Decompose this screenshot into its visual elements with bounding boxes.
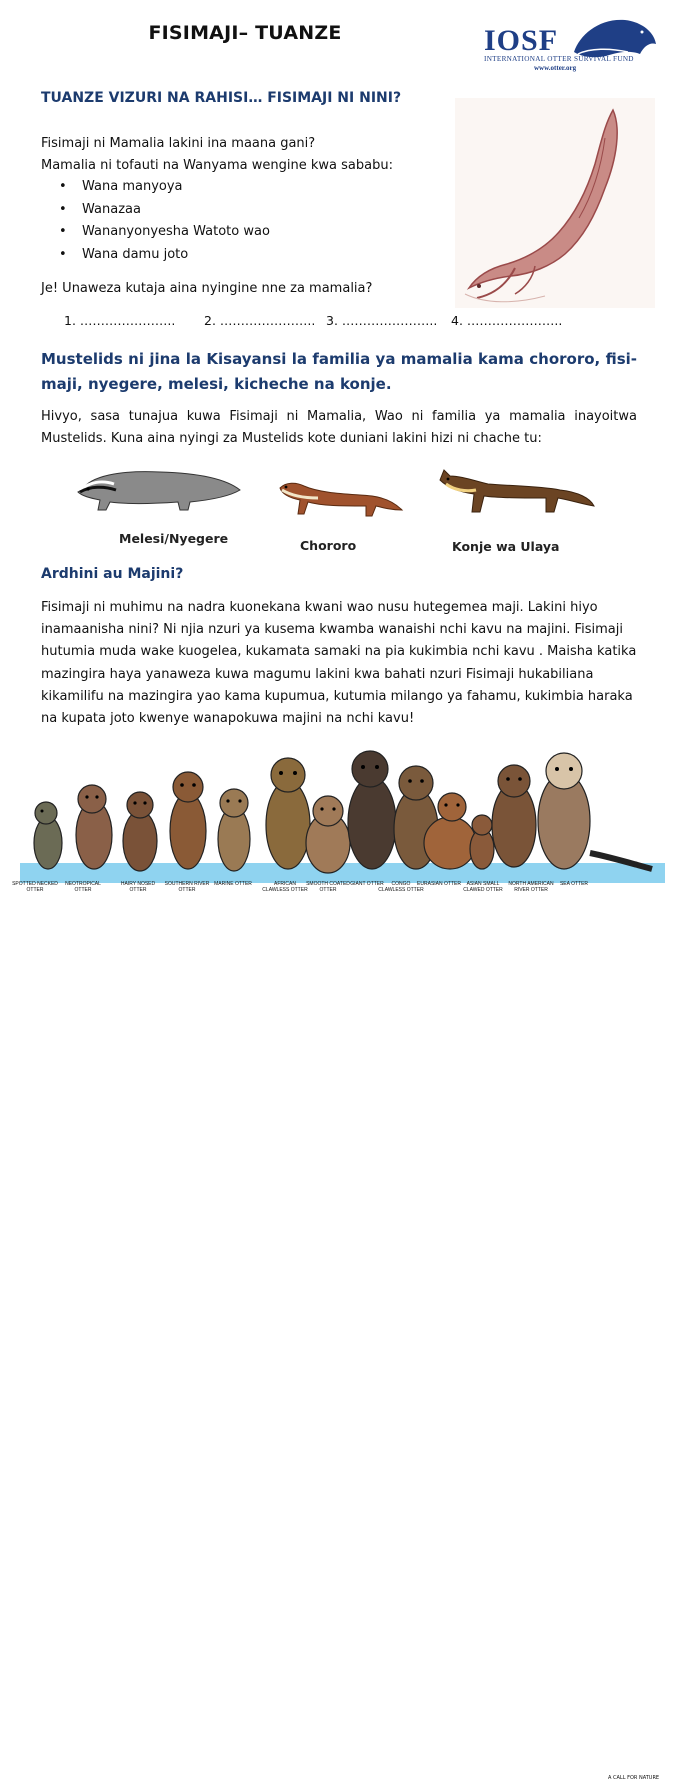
- swimming-otter-sketch: [455, 98, 655, 308]
- species-label: AFRICAN CLAWLESS OTTER: [262, 881, 308, 893]
- habitat-heading: Ardhini au Majini?: [41, 566, 184, 582]
- pine-marten-illustration: [432, 462, 597, 517]
- otter-species-labels: [0, 881, 678, 1781]
- species-label: CONGO CLAWLESS OTTER: [378, 881, 424, 893]
- species-label: ASIAN SMALL CLAWED OTTER: [463, 881, 503, 893]
- answer-blank-2[interactable]: 2. …………………..: [204, 313, 316, 328]
- iosf-logo: [470, 14, 660, 74]
- intro-line-2: Mamalia ni tofauti na Wanyama wengine kwa sababu:: [41, 158, 393, 173]
- species-label: SEA OTTER: [559, 881, 589, 887]
- species-label: NEOTROPICAL OTTER: [65, 881, 101, 893]
- list-item: • Wanazaa: [41, 199, 270, 222]
- logo-url[interactable]: www.otter.org: [534, 64, 577, 72]
- list-item: • Wana damu joto: [41, 244, 270, 267]
- species-label: GIANT OTTER: [350, 881, 384, 887]
- answer-blank-1[interactable]: 1. …………………..: [64, 313, 176, 328]
- animal-caption-badger: Melesi/Nyegere: [119, 531, 229, 546]
- otter-species-illustration: [20, 745, 665, 885]
- species-label: HAIRY NOSED OTTER: [120, 881, 156, 893]
- mammal-traits-list: [41, 176, 270, 266]
- intro-line-1: Fisimaji ni Mamalia lakini ina maana gani?: [41, 136, 316, 151]
- logo-name: IOSF: [484, 24, 559, 57]
- otter-logo-icon: [570, 14, 660, 60]
- answer-blank-3[interactable]: 3. …………………..: [326, 313, 438, 328]
- species-label: SPOTTED NECKED OTTER: [12, 881, 58, 893]
- species-label: SMOOTH COATED OTTER: [306, 881, 350, 893]
- species-label: MARINE OTTER: [214, 881, 252, 887]
- list-item: • Wananyonyesha Watoto wao: [41, 221, 270, 244]
- footer-credit: A CALL FOR NATURE: [608, 1775, 660, 1781]
- logo-subtitle: INTERNATIONAL OTTER SURVIVAL FUND: [484, 55, 634, 63]
- intro-question: Je! Unaweza kutaja aina nyingine nne za mamalia?: [41, 281, 373, 296]
- species-label: NORTH AMERICAN RIVER OTTER: [508, 881, 554, 893]
- intro-heading: TUANZE VIZURI NA RAHISI… FISIMAJI NI NINI?: [41, 90, 402, 106]
- mustelids-paragraph: Hivyo, sasa tunajua kuwa Fisimaji ni Mamalia, Wao ni familia ya mamalia inayoitwa Mustelids. Kuna aina nyingi za Mustelids kote duniani lakini hizi ni chache tu:: [41, 409, 637, 446]
- animal-caption-marten: Konje wa Ulaya: [452, 539, 560, 554]
- list-item: • Wana manyoya: [41, 176, 270, 199]
- species-label: SOUTHERN RIVER OTTER: [164, 881, 210, 893]
- animal-caption-weasel: Chororo: [300, 538, 357, 553]
- page-title: FISIMAJI– TUANZE: [148, 22, 342, 44]
- badger-illustration: [70, 462, 245, 512]
- weasel-illustration: [272, 470, 407, 520]
- species-label: EURASIAN OTTER: [417, 881, 461, 887]
- habitat-paragraph: Fisimaji ni muhimu na nadra kuonekana kwani wao nusu hutegemea maji. Lakini hiyo inamaanisha nini? Ni njia nzuri ya kusema kwamba wanaishi nchi kavu na majini. Fisimaji hutumia muda wake kuogelea, kukamata samaki na pia kukimbia nchi kavu . Maisha katika mazingira haya yanaweza kuwa magumu lakini kwa bahati nzuri Fisimaji hukabiliana kikamilifu na mazingira yao kama kupumua, kutumia milango ya fahamu, kukimbia haraka na kupata joto kwenye wanapokuwa majini na nchi kavu!: [41, 600, 637, 727]
- mustelids-heading: Mustelids ni jina la Kisayansi la familia ya mamalia kama chororo, fisi-maji, nyegere, melesi, kicheche na konje.: [41, 350, 637, 393]
- answer-blank-4[interactable]: 4. …………………..: [451, 313, 563, 328]
